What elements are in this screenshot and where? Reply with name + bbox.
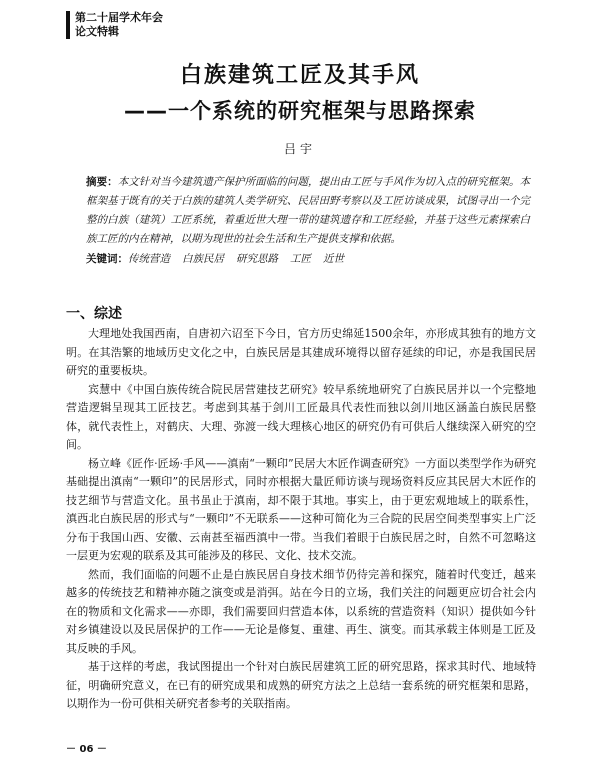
keyword: 工匠: [290, 253, 311, 265]
section-body: [66, 325, 536, 714]
body-paragraph: 基于这样的考虑，我试图提出一个针对白族民居建筑工匠的研究思路，探求其时代、地域特征，明确研究意义，在已有的研究成果和成熟的研究方法之上总结一套系统的研究框架和思路，以期作为一份可供相关研究者参考的关联指南。: [66, 660, 536, 710]
abstract: [86, 173, 530, 249]
keyword: 白族民居: [182, 253, 224, 265]
section-heading: 一、综述: [66, 306, 122, 322]
body-paragraph: 杨立峰《匠作·匠场·手风——滇南“一颗印”民居大木匠作调查研究》一方面以类型学作为研究基础提出滇南“一颗印”的民居形式，同时亦根据大量匠师访谈与现场资料反应其民居大木匠作的技艺细节与营造文化。虽书虽止于滇南，却不限于其地。事实上，由于更宏观地域上的联系性，滇西北白族民居的形式与“一颗印”不无联系——这种可简化为三合院的民居空间类型事实上广泛分布于我国山西、安徽、云南甚至福西滇中一带。当我们着眼于白族民居之时，自然不可忽略这一层更为宏观的联系及其可能涉及的移民、文化、技术交流。: [66, 456, 536, 562]
journal-header-line2: 论文特辑: [75, 25, 119, 38]
paper-title: 白族建筑工匠及其手风: [179, 63, 420, 88]
abstract-text: 本文针对当今建筑遗产保护所面临的问题，提出由工匠与手风作为切入点的研究框架。本框架基于既有的关于白族的建筑人类学研究、民居田野考察以及工匠访谈成果，试图寻出一个完整的白族（建筑）工匠系统，着重近世大理一带的建筑遗存和工匠经验，并基于这些元素探索白族工匠的内在精神，以期为现世的社会生活和生产提供支撑和依据。: [86, 176, 531, 245]
keyword: 近世: [323, 253, 344, 265]
journal-header-line1: 第二十届学术年会: [75, 11, 163, 24]
keywords-label: 关键词：: [86, 253, 128, 265]
journal-header: [66, 11, 163, 39]
page-number: － 06 －: [66, 744, 107, 755]
body-paragraph: 宾慧中《中国白族传统合院民居营建技艺研究》较早系统地研究了白族民居并以一个完整地营造逻辑呈现其工匠技艺。考虑到其基于剑川工匠最具代表性而独以剑川地区涵盖白族民居整体，就代表性上，对鹤庆、大理、弥渡一线大理核心地区的研究仍有可供后人继续深入研究的空间。: [66, 382, 536, 451]
author-name: 吕宇: [283, 142, 316, 156]
keywords: [86, 250, 530, 269]
body-paragraph: 大理地处我国西南，自唐初六诏至下今日，官方历史绵延1500余年，亦形成其独有的地方文明。在其浩繁的地域历史文化之中，白族民居是其建成环境得以留存延续的印记，亦是我国民居研究的重要板块。: [66, 327, 536, 377]
keyword: 研究思路: [236, 253, 278, 265]
keyword: 传统营造: [128, 253, 170, 265]
paper-subtitle: ——一个系统的研究框架与思路探索: [124, 99, 476, 123]
abstract-label: 摘要：: [86, 176, 118, 188]
body-paragraph: 然而，我们面临的问题不止是白族民居自身技术细节仍待完善和探究，随着时代变迁，越来越多的传统技艺和精神亦随之演变或是消弭。站在今日的立场，我们关注的问题更应切合社会内在的物质和文化需求——亦即，我们需要回归营造本体，以系统的营造资料（知识）提供如今针对乡镇建设以及民居保护的工作——无论是修复、重建、再生、演变。而其承载主体则是工匠及其反映的手风。: [66, 567, 536, 655]
